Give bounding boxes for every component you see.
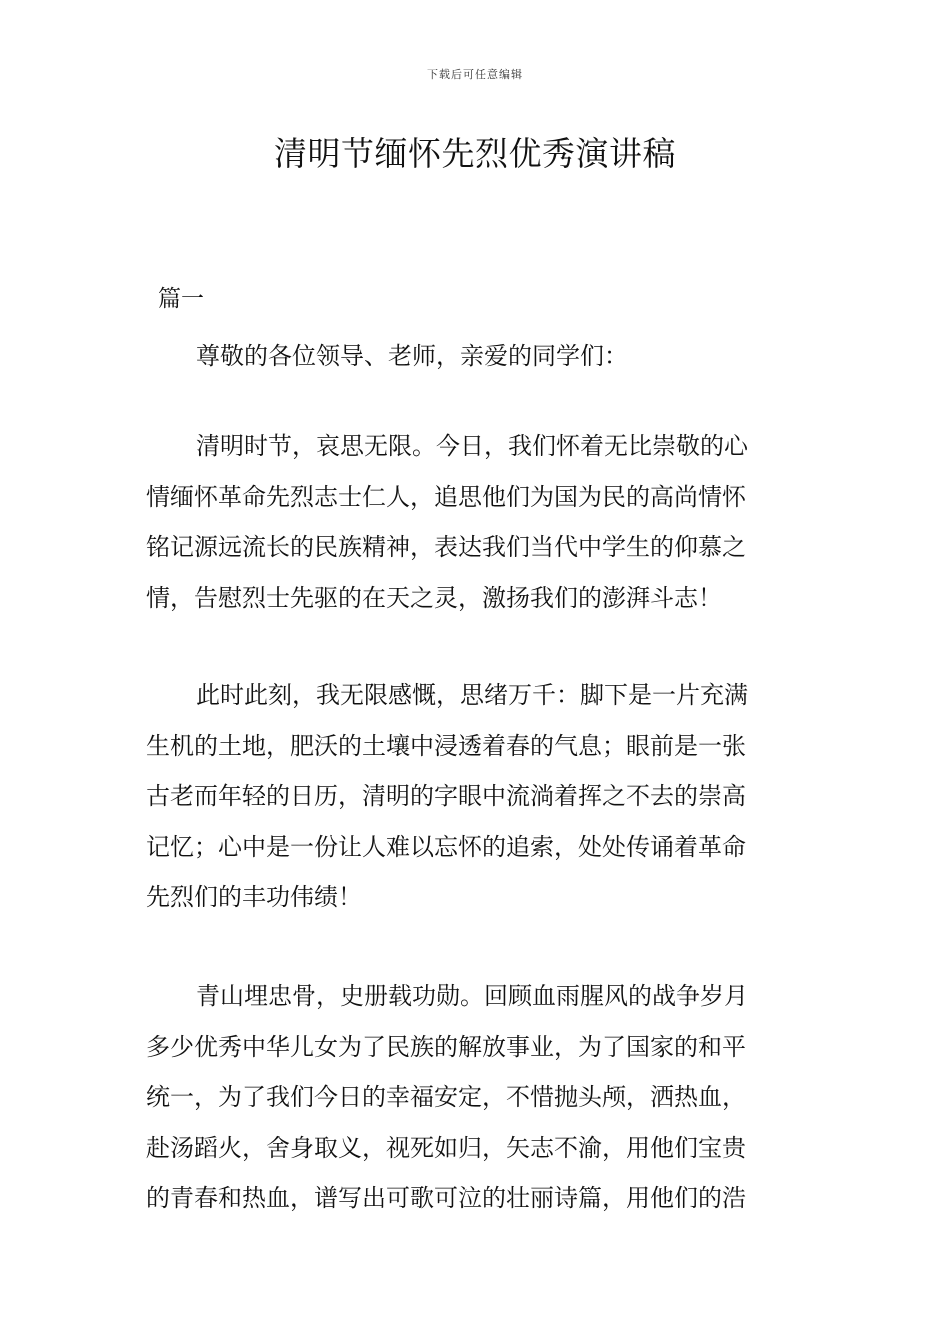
paragraph-line: 的青春和热血，谱写出可歌可泣的壮丽诗篇，用他们的浩 [146,1184,746,1212]
paragraph-2 [146,670,810,923]
paragraph-line: 多少优秀中华儿女为了民族的解放事业，为了国家的和平 [146,1032,746,1061]
paragraph-line: 情缅怀革命先烈志士仁人，追思他们为国为民的高尚情怀 [146,482,746,511]
paragraph-line: 赴汤蹈火，舍身取义，视死如归，矢志不渝，用他们宝贵 [146,1133,746,1162]
paragraph-line: 统一，为了我们今日的幸福安定，不惜抛头颅，洒热血， [146,1083,746,1111]
paragraph-3 [146,971,810,1224]
section-label: 篇一 [158,286,204,312]
document-title: 清明节缅怀先烈优秀演讲稿 [274,134,676,173]
paragraph-line: 青山埋忠骨，史册载功勋。回顾血雨腥风的战争岁月 [196,982,748,1010]
paragraph-line: 古老而年轻的日历，清明的字眼中流淌着挥之不去的崇高 [146,782,746,810]
paragraph-line: 记忆；心中是一份让人难以忘怀的追索，处处传诵着革命 [146,832,746,861]
greeting-line: 尊敬的各位领导、老师，亲爱的同学们： [196,342,628,370]
header-note: 下载后可任意编辑 [427,68,523,81]
paragraph-line: 先烈们的丰功伟绩！ [146,883,362,911]
paragraph-line: 此时此刻，我无限感慨，思绪万千：脚下是一片充满 [196,681,748,709]
paragraph-line: 情，告慰烈士先驱的在天之灵，激扬我们的澎湃斗志！ [146,583,722,612]
paragraph-line: 铭记源远流长的民族精神，表达我们当代中学生的仰慕之 [146,533,746,561]
paragraph-1 [146,421,810,623]
greeting-paragraph [146,331,810,382]
paragraph-line: 清明时节，哀思无限。今日，我们怀着无比崇敬的心 [196,432,748,460]
paragraph-line: 生机的土地，肥沃的土壤中浸透着春的气息；眼前是一张 [146,731,746,760]
